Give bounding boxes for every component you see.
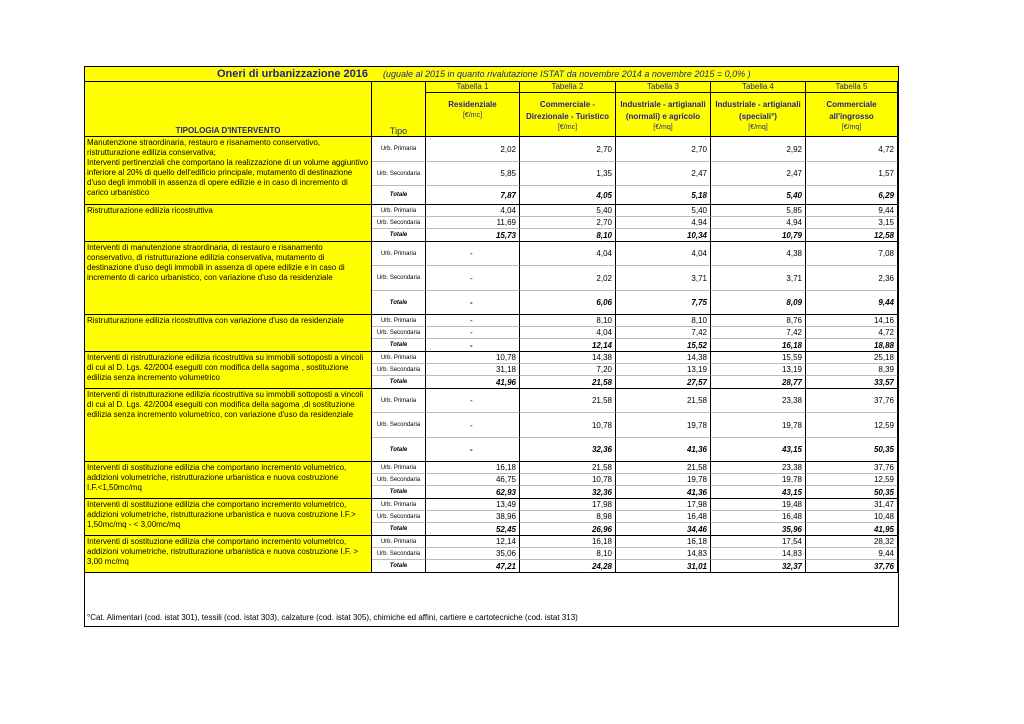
value-cell: 1,57 (806, 162, 898, 186)
value-cell: 19,78 (711, 413, 806, 438)
value-cell: 35,96 (711, 523, 806, 536)
page-title: Oneri di urbanizzazione 2016 (217, 68, 368, 80)
value-cell: - (426, 438, 520, 462)
title-note: (uguale al 2015 in quanto rivalutazione ISTAT da novembre 2014 a novembre 2015 = 0,0% ) (383, 69, 751, 79)
value-cell: 34,46 (616, 523, 711, 536)
value-cell: 19,78 (711, 474, 806, 486)
tipologia-cell: Interventi di sostituzione edilizia che comportano incremento volumetrico, addizioni volumetriche, ristrutturazione urbanistica e nuova costruzione I.F.> 1,50mc/mq - < 3,00mc/mq (85, 499, 372, 536)
value-cell: 19,48 (711, 499, 806, 511)
tipologia-cell: Ristrutturazione edilizia ricostruttiva con variazione d'uso da residenziale (85, 315, 372, 352)
tabella-header-4: Tabella 4 (711, 82, 806, 93)
value-cell: 28,77 (711, 376, 806, 389)
value-cell: 17,98 (616, 499, 711, 511)
value-cell: 41,36 (616, 486, 711, 499)
value-cell: 23,38 (711, 462, 806, 474)
value-cell: 14,16 (806, 315, 898, 327)
value-cell: 15,52 (616, 339, 711, 352)
tipo-urb: Urb. Primaria (372, 315, 426, 327)
tipo-totale: Totale (372, 523, 426, 536)
category-header-3 (616, 93, 711, 137)
value-cell: 11,69 (426, 217, 520, 229)
value-cell: 10,79 (711, 229, 806, 242)
value-cell: 25,18 (806, 352, 898, 364)
value-cell: 12,14 (426, 536, 520, 548)
value-cell: 37,76 (806, 560, 898, 573)
value-cell: 10,78 (426, 352, 520, 364)
value-cell: 23,38 (711, 389, 806, 413)
value-cell: 14,38 (520, 352, 616, 364)
value-cell: 31,47 (806, 499, 898, 511)
value-cell: - (426, 413, 520, 438)
value-cell: 2,70 (520, 137, 616, 162)
value-cell: 21,58 (616, 462, 711, 474)
value-cell: 6,06 (520, 291, 616, 315)
value-cell: 10,48 (806, 511, 898, 523)
tipo-totale: Totale (372, 486, 426, 499)
value-cell: 4,38 (711, 242, 806, 266)
value-cell: 21,58 (616, 389, 711, 413)
value-cell: 5,40 (711, 186, 806, 205)
value-cell: 2,47 (711, 162, 806, 186)
value-cell: 31,01 (616, 560, 711, 573)
value-cell: 3,15 (806, 217, 898, 229)
value-cell: 12,14 (520, 339, 616, 352)
value-cell: 21,58 (520, 462, 616, 474)
value-cell: 26,96 (520, 523, 616, 536)
value-cell: 37,76 (806, 389, 898, 413)
tabella-header-1: Tabella 1 (426, 82, 520, 93)
tipo-totale: Totale (372, 291, 426, 315)
value-cell: 4,94 (616, 217, 711, 229)
value-cell: 10,78 (520, 474, 616, 486)
tipo-urb: Urb. Primaria (372, 462, 426, 474)
value-cell: 17,54 (711, 536, 806, 548)
value-cell: 52,45 (426, 523, 520, 536)
tabella-header-2: Tabella 2 (520, 82, 616, 93)
value-cell: 12,58 (806, 229, 898, 242)
tipo-urb: Urb. Secondaria (372, 548, 426, 560)
value-cell: 4,05 (520, 186, 616, 205)
value-cell: 2,92 (711, 137, 806, 162)
value-cell: 10,78 (520, 413, 616, 438)
tipo-urb: Urb. Secondaria (372, 162, 426, 186)
tipologia-cell: Interventi di manutenzione straordinaria, di restauro e risanamento conservativo, di ristrutturazione edilizia conservativa, mutamento di destinazione d'uso degli immobili in assenza di opere edilizie e in caso di incremento di carico urbanistico, con variazione d'uso da residenziale (85, 242, 372, 315)
value-cell: 43,15 (711, 486, 806, 499)
tipo-urb: Urb. Secondaria (372, 217, 426, 229)
value-cell: 8,98 (520, 511, 616, 523)
tabella-header-5: Tabella 5 (806, 82, 898, 93)
category-header-2 (520, 93, 616, 137)
oneri-table (84, 66, 899, 627)
value-cell: 7,75 (616, 291, 711, 315)
value-cell: 5,40 (616, 205, 711, 217)
tipo-urb: Urb. Secondaria (372, 364, 426, 376)
value-cell: 2,02 (426, 137, 520, 162)
tipo-urb: Urb. Primaria (372, 352, 426, 364)
value-cell: 18,88 (806, 339, 898, 352)
value-cell: 4,04 (520, 242, 616, 266)
tipologia-header: TIPOLOGIA D'INTERVENTO (85, 82, 372, 137)
value-cell: 1,35 (520, 162, 616, 186)
value-cell: 4,72 (806, 327, 898, 339)
value-cell: 8,09 (711, 291, 806, 315)
value-cell: 4,04 (426, 205, 520, 217)
tipo-header: Tipo (372, 82, 426, 137)
category-unit: [€/mq] (841, 124, 862, 131)
value-cell: 2,47 (616, 162, 711, 186)
value-cell: 35,06 (426, 548, 520, 560)
value-cell: 15,73 (426, 229, 520, 242)
value-cell: 50,35 (806, 438, 898, 462)
tipo-urb: Urb. Primaria (372, 137, 426, 162)
value-cell: - (426, 266, 520, 291)
tipo-urb: Urb. Secondaria (372, 511, 426, 523)
value-cell: 2,02 (520, 266, 616, 291)
value-cell: 33,57 (806, 376, 898, 389)
value-cell: 13,19 (616, 364, 711, 376)
value-cell: 5,40 (520, 205, 616, 217)
value-cell: 50,35 (806, 486, 898, 499)
value-cell: 46,75 (426, 474, 520, 486)
category-unit: [€/mq] (748, 124, 768, 131)
tabella-header-3: Tabella 3 (616, 82, 711, 93)
category-unit: [€/mc] (557, 124, 578, 131)
value-cell: 10,34 (616, 229, 711, 242)
value-cell: 24,28 (520, 560, 616, 573)
value-cell: 16,18 (711, 339, 806, 352)
tipologia-cell: Interventi di sostituzione edilizia che comportano incremento volumetrico, addizioni volumetriche, ristrutturazione urbanistica e nuova costruzione I.F. > 3,00 mc/mq (85, 536, 372, 573)
value-cell: - (426, 242, 520, 266)
value-cell: 14,83 (616, 548, 711, 560)
value-cell: 16,48 (711, 511, 806, 523)
value-cell: 8,10 (520, 548, 616, 560)
footnote: °Cat. Alimentari (cod. istat 301), tessili (cod. istat 303), calzature (cod. istat 305), chimiche ed affini, cartiere e cartotecniche (cod. istat 313) (87, 613, 578, 622)
tipo-totale: Totale (372, 376, 426, 389)
tipologia-cell: Interventi di sostituzione edilizia che comportano incremento volumetrico, addizioni volumetriche, ristrutturazione urbanistica e nuova costruzione I.F.<1,50mc/mq (85, 462, 372, 499)
category-unit: [€/mq] (653, 124, 673, 131)
tipo-totale: Totale (372, 560, 426, 573)
tipo-urb: Urb. Secondaria (372, 413, 426, 438)
value-cell: 2,36 (806, 266, 898, 291)
value-cell: 3,71 (711, 266, 806, 291)
category-unit: [€/mc] (462, 112, 483, 119)
value-cell: 5,18 (616, 186, 711, 205)
value-cell: 21,58 (520, 389, 616, 413)
value-cell: 8,10 (616, 315, 711, 327)
value-cell: 7,42 (711, 327, 806, 339)
category-header-1 (426, 93, 520, 137)
value-cell: 3,71 (616, 266, 711, 291)
tipo-urb: Urb. Secondaria (372, 474, 426, 486)
value-cell: 14,83 (711, 548, 806, 560)
value-cell: 27,57 (616, 376, 711, 389)
value-cell: 41,96 (426, 376, 520, 389)
value-cell: 7,20 (520, 364, 616, 376)
value-cell: 13,19 (711, 364, 806, 376)
value-cell: 9,44 (806, 291, 898, 315)
value-cell: 16,48 (616, 511, 711, 523)
value-cell: 19,78 (616, 474, 711, 486)
value-cell: 16,18 (616, 536, 711, 548)
value-cell: 6,29 (806, 186, 898, 205)
value-cell: 8,39 (806, 364, 898, 376)
value-cell: 14,38 (616, 352, 711, 364)
value-cell: 2,70 (520, 217, 616, 229)
tipo-urb: Urb. Secondaria (372, 266, 426, 291)
title-row (85, 67, 898, 82)
value-cell: 7,42 (616, 327, 711, 339)
value-cell: 7,08 (806, 242, 898, 266)
value-cell: - (426, 315, 520, 327)
value-cell: 41,95 (806, 523, 898, 536)
value-cell: 62,93 (426, 486, 520, 499)
value-cell: 7,87 (426, 186, 520, 205)
tipo-urb: Urb. Primaria (372, 536, 426, 548)
value-cell: 2,70 (616, 137, 711, 162)
category-name: Industriale - artigianali (speciali°) (715, 100, 801, 121)
tipo-urb: Urb. Primaria (372, 242, 426, 266)
value-cell: 9,44 (806, 205, 898, 217)
value-cell: 43,15 (711, 438, 806, 462)
value-cell: - (426, 291, 520, 315)
value-cell: 32,37 (711, 560, 806, 573)
value-cell: 19,78 (616, 413, 711, 438)
tipologia-cell: Ristrutturazione edilizia ricostruttiva (85, 205, 372, 242)
value-cell: 4,04 (520, 327, 616, 339)
category-name: Residenziale (448, 100, 497, 109)
value-cell: 17,98 (520, 499, 616, 511)
value-cell: - (426, 327, 520, 339)
value-cell: - (426, 389, 520, 413)
value-cell: 31,18 (426, 364, 520, 376)
value-cell: 9,44 (806, 548, 898, 560)
tipo-urb: Urb. Primaria (372, 389, 426, 413)
value-cell: 21,58 (520, 376, 616, 389)
value-cell: 8,10 (520, 229, 616, 242)
tipo-urb: Urb. Primaria (372, 499, 426, 511)
value-cell: 15,59 (711, 352, 806, 364)
category-name: Commerciale all'ingrosso (826, 100, 877, 121)
value-cell: 5,85 (711, 205, 806, 217)
value-cell: 16,18 (426, 462, 520, 474)
tipo-urb: Urb. Primaria (372, 205, 426, 217)
tipo-totale: Totale (372, 438, 426, 462)
value-cell: 16,18 (520, 536, 616, 548)
value-cell: 5,85 (426, 162, 520, 186)
tipo-urb: Urb. Secondaria (372, 327, 426, 339)
value-cell: 38,96 (426, 511, 520, 523)
value-cell: 4,04 (616, 242, 711, 266)
value-cell: 8,76 (711, 315, 806, 327)
tipo-totale: Totale (372, 229, 426, 242)
category-name: Industriale - artigianali (normali) e agricolo (620, 100, 706, 121)
value-cell: 12,59 (806, 413, 898, 438)
value-cell: 12,59 (806, 474, 898, 486)
value-cell: 4,72 (806, 137, 898, 162)
tipo-totale: Totale (372, 339, 426, 352)
category-name: Commerciale - Direzionale - Turistico (526, 100, 609, 121)
value-cell: 41,36 (616, 438, 711, 462)
value-cell: 32,36 (520, 486, 616, 499)
value-cell: 13,49 (426, 499, 520, 511)
value-cell: 8,10 (520, 315, 616, 327)
tipologia-cell: Manutenzione straordinaria, restauro e risanamento conservativo, ristrutturazione edilizia conservativa; Interventi pertinenziali che comportano la realizzazione di un volume aggiuntivo inferiore al 20% di quello dell'edificio principale, mutamento di destinazione d'uso degli immobili in assenza di opere edilizie e in caso di incremento di carico urbanistico (85, 137, 372, 205)
value-cell: 37,76 (806, 462, 898, 474)
value-cell: 4,94 (711, 217, 806, 229)
value-cell: - (426, 339, 520, 352)
category-header-5 (806, 93, 898, 137)
tipo-totale: Totale (372, 186, 426, 205)
tipologia-cell: Interventi di ristrutturazione edilizia ricostruttiva su immobili sottoposti a vincoli di cui al D. Lgs. 42/2004 eseguiti con modifica della sagoma , sostituzione edilizia senza incremento volumetrico (85, 352, 372, 389)
value-cell: 28,32 (806, 536, 898, 548)
category-header-4 (711, 93, 806, 137)
value-cell: 32,36 (520, 438, 616, 462)
tipologia-cell: Interventi di ristrutturazione edilizia ricostruttiva su immobili sottoposti a vincoli di cui al D. Lgs. 42/2004 eseguiti con modifica della sagoma ,di sostituzione edilizia senza incremento volumetrico, con variazione d'uso da residenziale (85, 389, 372, 462)
value-cell: 47,21 (426, 560, 520, 573)
